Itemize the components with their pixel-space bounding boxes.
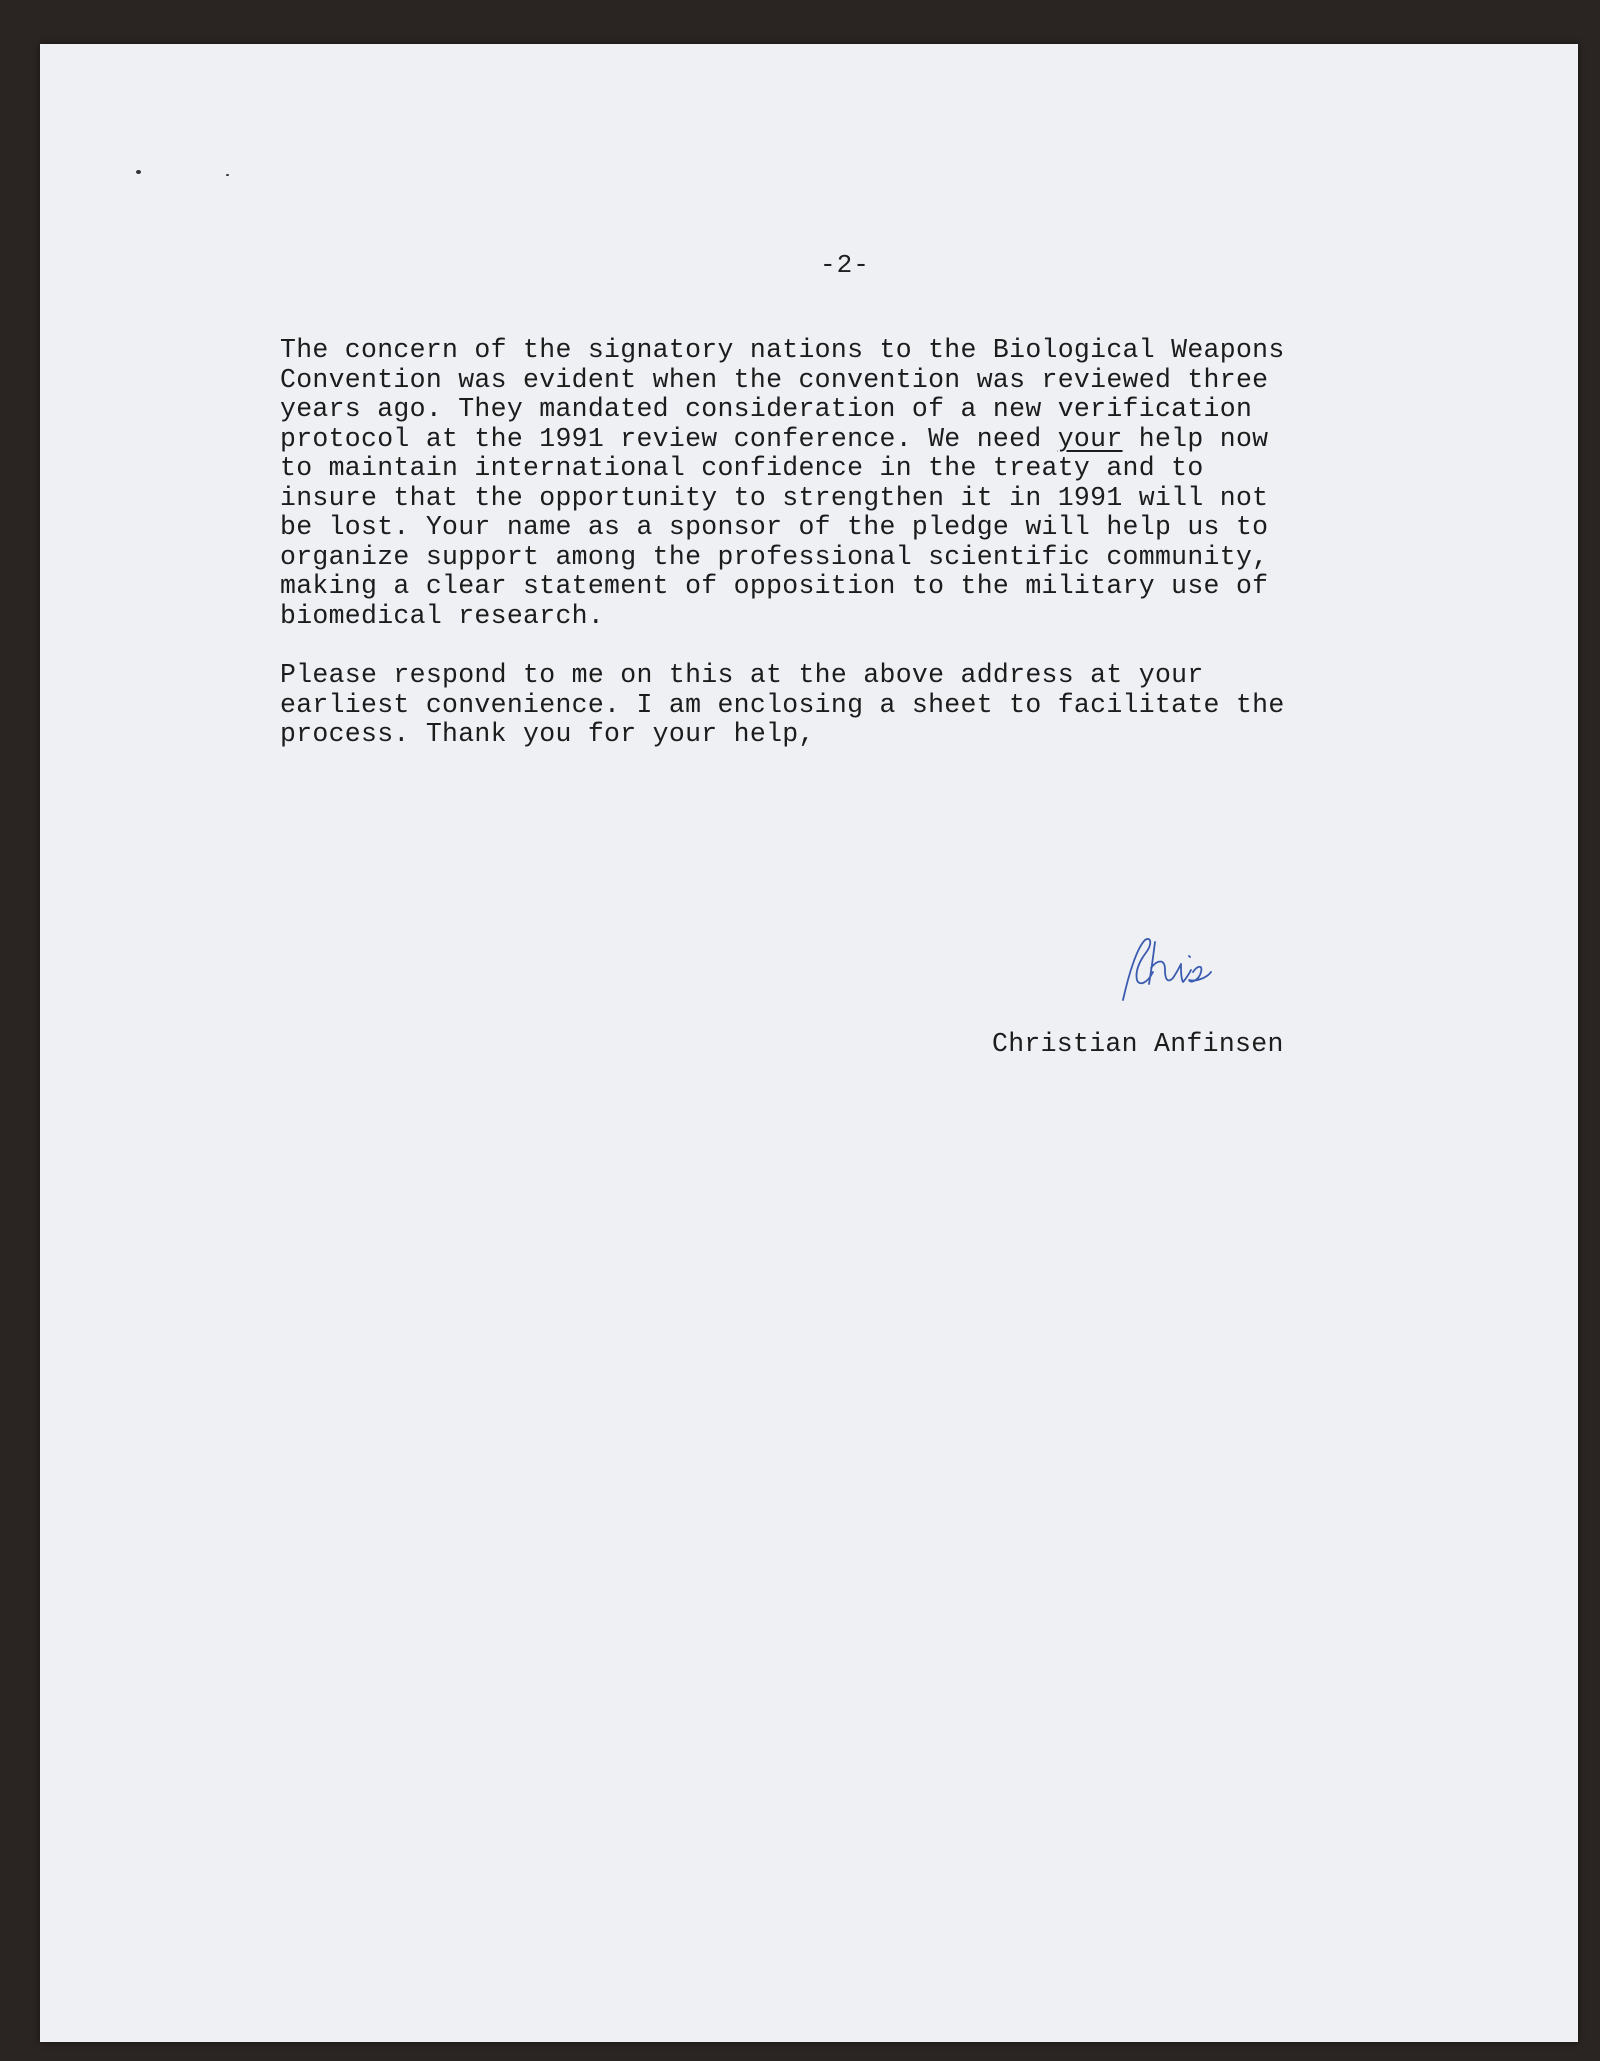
text-line <box>280 425 1400 455</box>
text-line: Convention was evident when the convention was reviewed three <box>280 364 1269 395</box>
handwritten-signature <box>1115 928 1245 1008</box>
text-line: years ago. They mandated consideration of a new verification <box>280 394 1253 424</box>
text-segment: protocol at the 1991 review conference. We need <box>280 423 1058 454</box>
text-line: The concern of the signatory nations to the Biological Weapons <box>280 335 1285 365</box>
paragraph-1 <box>280 336 1400 631</box>
signer-name: Christian Anfinsen <box>992 1029 1284 1059</box>
letter-page <box>40 44 1578 2042</box>
page-number: -2- <box>820 250 870 280</box>
text-line: insure that the opportunity to strengthen it in 1991 will not <box>280 482 1269 513</box>
text-line: process. Thank you for your help, <box>280 719 815 749</box>
text-line: biomedical research. <box>280 600 605 631</box>
paper-speck <box>226 174 229 176</box>
text-segment: help now <box>1122 423 1269 454</box>
paragraph-2 <box>280 661 1400 750</box>
text-line: earliest convenience. I am enclosing a sheet to facilitate the <box>280 689 1285 720</box>
emphasized-word: your <box>1057 423 1123 454</box>
paper-speck <box>136 170 141 174</box>
signature-stroke <box>1123 939 1211 1000</box>
text-line: Please respond to me on this at the above address at your <box>280 660 1204 690</box>
paragraph-gap <box>280 631 1400 661</box>
text-line: to maintain international confidence in the treaty and to <box>280 453 1204 483</box>
letter-body <box>280 336 1400 750</box>
text-line: making a clear statement of opposition to the military use of <box>280 571 1269 601</box>
text-line: be lost. Your name as a sponsor of the pledge will help us to <box>280 512 1269 542</box>
text-line: organize support among the professional scientific community, <box>280 541 1269 572</box>
